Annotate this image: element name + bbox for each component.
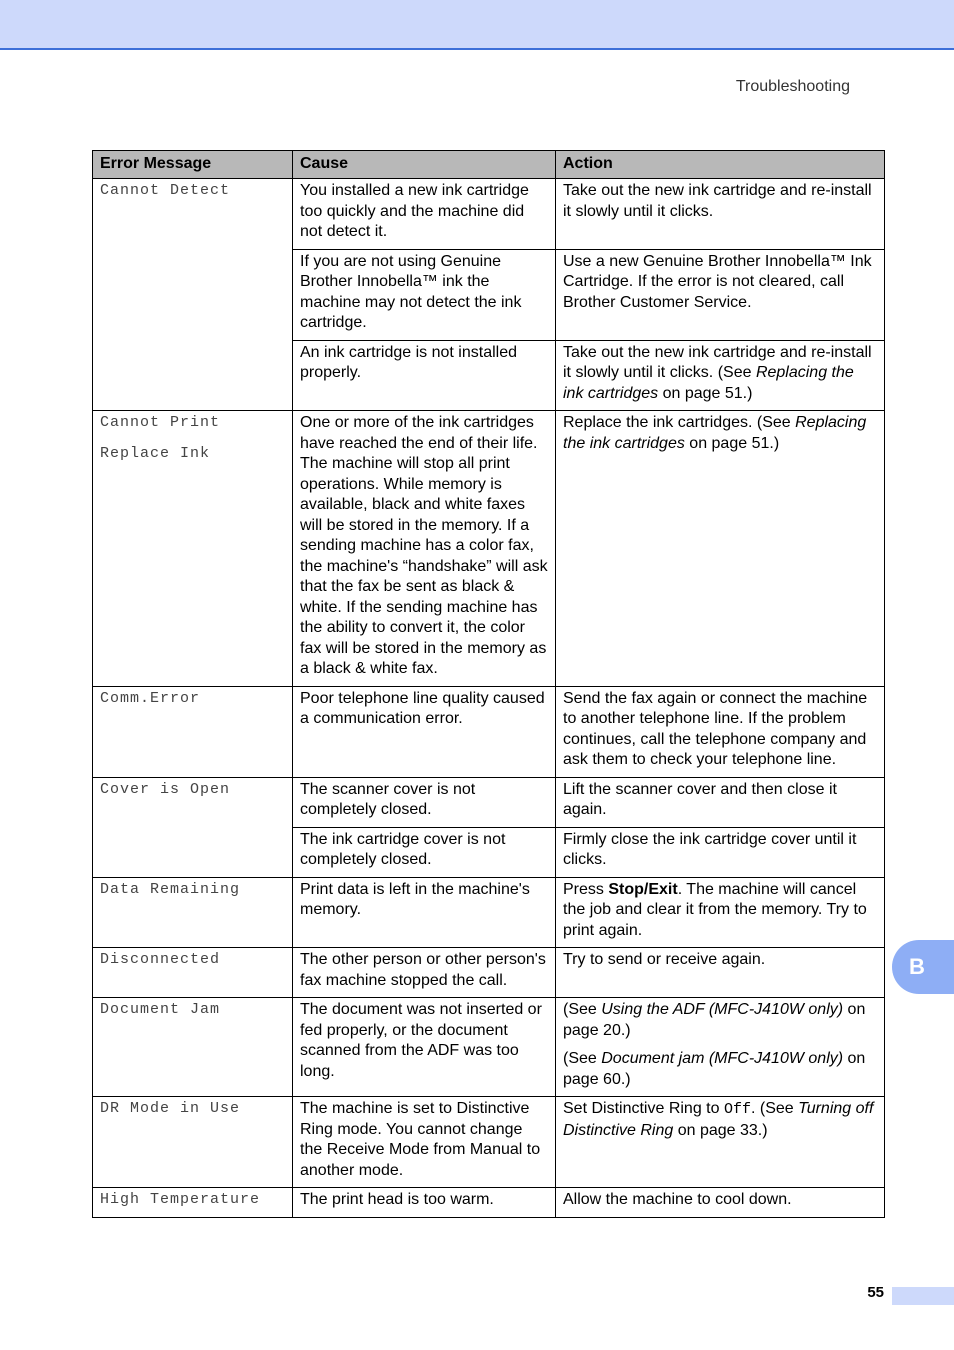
error-message-cell: Disconnected (93, 948, 293, 998)
table-row (93, 777, 885, 827)
error-message-line: Cannot Print (100, 414, 221, 431)
table-row (93, 1097, 885, 1188)
cross-reference: Document jam (MFC-J410W only) (601, 1050, 844, 1067)
header-cause: Cause (293, 151, 556, 179)
cross-reference: Replacing the ink cartridges (563, 414, 867, 452)
header-band (0, 0, 954, 50)
action-text: (See (563, 1050, 602, 1067)
action-cell (556, 877, 885, 948)
action-text: . (See (750, 1100, 799, 1117)
cause-cell: The print head is too warm. (293, 1188, 556, 1218)
setting-value: Off (723, 1101, 751, 1118)
appendix-tab (892, 940, 954, 994)
action-cell: Take out the new ink cartridge and re-install it slowly until it clicks. (556, 179, 885, 250)
table-row (93, 179, 885, 250)
action-text: Take out the new ink cartridge and re-install it slowly until it clicks. (See (563, 343, 872, 381)
error-message-table (92, 150, 885, 1218)
error-message-cell: Cover is Open (93, 777, 293, 877)
action-text: on page 20.) (563, 1001, 866, 1039)
error-message-cell: DR Mode in Use (93, 1097, 293, 1188)
action-cell (556, 998, 885, 1097)
cross-reference: Replacing the ink cartridges (563, 364, 854, 402)
footer-bar (892, 1287, 954, 1305)
action-cell (556, 340, 885, 411)
error-message-cell: Data Remaining (93, 877, 293, 948)
cause-cell: An ink cartridge is not installed properly. (293, 340, 556, 411)
action-paragraph (563, 1000, 877, 1041)
table-header-row (93, 151, 885, 179)
key-name: Stop/Exit (608, 880, 678, 898)
error-message-cell: Comm.Error (93, 686, 293, 777)
cause-cell: Poor telephone line quality caused a communication error. (293, 686, 556, 777)
action-cell: Send the fax again or connect the machine to another telephone line. If the problem continues, call the telephone company and ask them to check your telephone line. (556, 686, 885, 777)
action-text: Set Distinctive Ring to (563, 1100, 724, 1117)
action-text: Press (563, 880, 609, 898)
action-cell (556, 411, 885, 687)
cause-cell: One or more of the ink cartridges have reached the end of their life. The machine will stop all print operations. While memory is available, black and white faxes will be stored in the memory. If a sending machine has a color fax, the machine's “handshake” will ask that the fax be sent as black & white. If the sending machine has the ability to convert it, the color fax will be stored in the memory as a black & white fax. (293, 411, 556, 687)
cause-cell: The ink cartridge cover is not completely closed. (293, 827, 556, 877)
cross-reference: Using the ADF (MFC-J410W only) (601, 1001, 844, 1018)
action-cell: Allow the machine to cool down. (556, 1188, 885, 1218)
cause-cell: The other person or other person's fax machine stopped the call. (293, 948, 556, 998)
error-message-cell: Document Jam (93, 998, 293, 1097)
cause-cell: The document was not inserted or fed properly, or the document scanned from the ADF was too long. (293, 998, 556, 1097)
action-text: . The machine will cancel the job and clear it from the memory. Try to print again. (563, 880, 867, 939)
cross-reference: Turning off Distinctive Ring (563, 1100, 874, 1139)
cause-cell: If you are not using Genuine Brother Innobella™ ink the machine may not detect the ink cartridge. (293, 249, 556, 340)
action-text: on page 51.) (658, 384, 753, 402)
cause-cell: Print data is left in the machine's memory. (293, 877, 556, 948)
action-text: on page 51.) (684, 434, 780, 452)
action-cell: Firmly close the ink cartridge cover until it clicks. (556, 827, 885, 877)
cause-cell: The machine is set to Distinctive Ring mode. You cannot change the Receive Mode from Manual to another mode. (293, 1097, 556, 1188)
action-text: on page 60.) (563, 1050, 866, 1088)
appendix-tab-label: B (909, 954, 925, 979)
cause-cell: You installed a new ink cartridge too quickly and the machine did not detect it. (293, 179, 556, 250)
page-number: 55 (867, 1284, 884, 1301)
table-row (93, 1188, 885, 1218)
action-paragraph (563, 1049, 877, 1090)
action-cell: Lift the scanner cover and then close it again. (556, 777, 885, 827)
error-message-cell (93, 411, 293, 687)
action-text: (See (563, 1001, 602, 1018)
action-cell: Use a new Genuine Brother Innobella™ Ink Cartridge. If the error is not cleared, call Brother Customer Service. (556, 249, 885, 340)
header-error-message: Error Message (93, 151, 293, 179)
header-action: Action (556, 151, 885, 179)
cause-cell: The scanner cover is not completely closed. (293, 777, 556, 827)
action-text: on page 33.) (673, 1121, 768, 1139)
table-row (93, 998, 885, 1097)
table-row (93, 686, 885, 777)
table-row (93, 948, 885, 998)
error-message-cell: High Temperature (93, 1188, 293, 1218)
table-row (93, 411, 885, 687)
action-text: Replace the ink cartridges. (See (563, 414, 796, 431)
running-head: Troubleshooting (735, 78, 850, 95)
error-message-line: Replace Ink (100, 444, 211, 462)
action-cell: Try to send or receive again. (556, 948, 885, 998)
action-cell (556, 1097, 885, 1188)
table-row (93, 877, 885, 948)
error-message-cell: Cannot Detect (93, 179, 293, 411)
